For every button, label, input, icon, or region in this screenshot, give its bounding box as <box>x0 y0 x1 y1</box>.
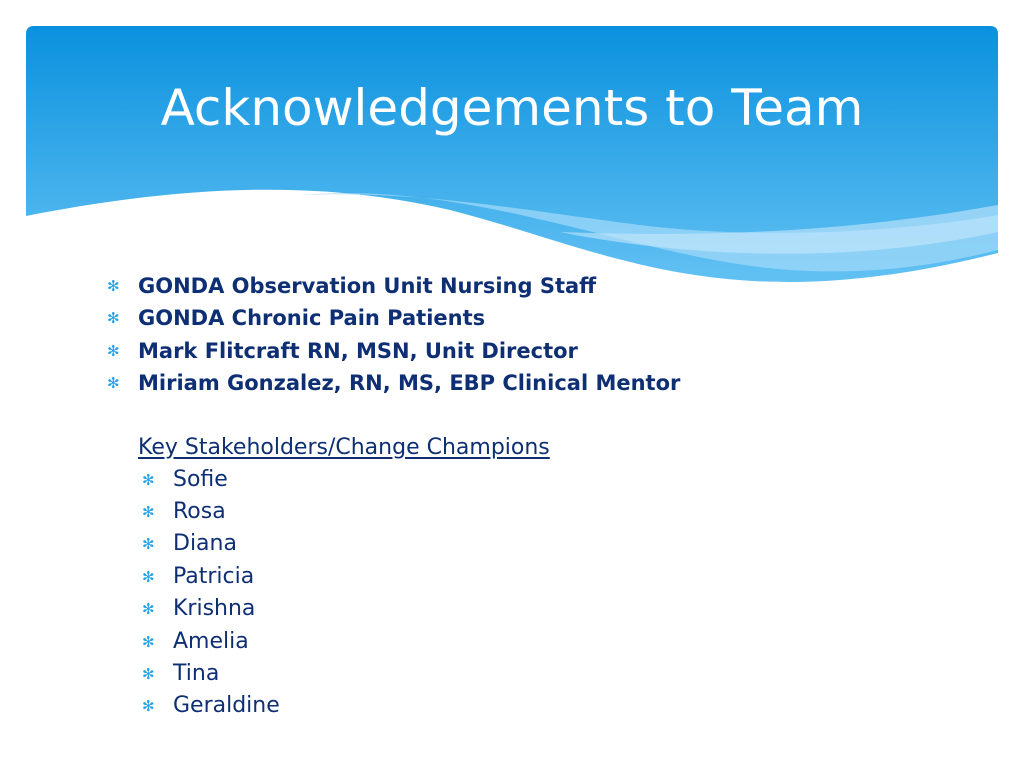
slide-title: Acknowledgements to Team <box>160 79 864 137</box>
stakeholders-heading: Key Stakeholders/Change Champions <box>138 434 550 460</box>
list-item-text: GONDA Observation Unit Nursing Staff <box>138 274 597 298</box>
list-item <box>107 270 987 302</box>
list-item <box>142 690 987 722</box>
slide-content <box>107 270 987 723</box>
list-item <box>107 367 987 399</box>
asterisk-bullet-icon: ✻ <box>142 470 155 489</box>
asterisk-bullet-icon: ✻ <box>142 503 155 522</box>
team-list <box>107 270 987 400</box>
list-item <box>107 302 987 334</box>
list-item <box>142 593 987 625</box>
list-item-text: Amelia <box>173 628 249 654</box>
list-item-text: Rosa <box>173 499 226 525</box>
asterisk-bullet-icon: ✻ <box>107 374 120 393</box>
list-item <box>142 464 987 496</box>
asterisk-bullet-icon: ✻ <box>142 600 155 619</box>
list-item <box>142 626 987 658</box>
asterisk-bullet-icon: ✻ <box>142 535 155 554</box>
asterisk-bullet-icon: ✻ <box>107 309 120 328</box>
list-item-text: Tina <box>173 661 220 687</box>
list-item-text: Diana <box>173 531 237 557</box>
stakeholders-list <box>142 464 987 723</box>
list-item-text: Miriam Gonzalez, RN, MS, EBP Clinical Mentor <box>138 371 681 396</box>
asterisk-bullet-icon: ✻ <box>142 697 155 716</box>
list-item-text: Mark Flitcraft RN, MSN, Unit Director <box>138 338 578 363</box>
header-banner <box>0 0 1024 300</box>
list-item <box>107 335 987 367</box>
list-item-text: Sofie <box>173 466 228 492</box>
asterisk-bullet-icon: ✻ <box>142 567 155 586</box>
asterisk-bullet-icon: ✻ <box>142 665 155 684</box>
list-item <box>142 658 987 690</box>
list-item-text: Krishna <box>173 596 256 622</box>
list-item <box>142 561 987 593</box>
list-item-text: GONDA Chronic Pain Patients <box>138 306 486 331</box>
list-item <box>142 528 987 560</box>
asterisk-bullet-icon: ✻ <box>107 277 120 295</box>
list-item <box>142 496 987 528</box>
list-item-text: Geraldine <box>173 693 280 719</box>
asterisk-bullet-icon: ✻ <box>107 341 120 360</box>
asterisk-bullet-icon: ✻ <box>142 632 155 651</box>
list-item-text: Patricia <box>173 563 255 589</box>
